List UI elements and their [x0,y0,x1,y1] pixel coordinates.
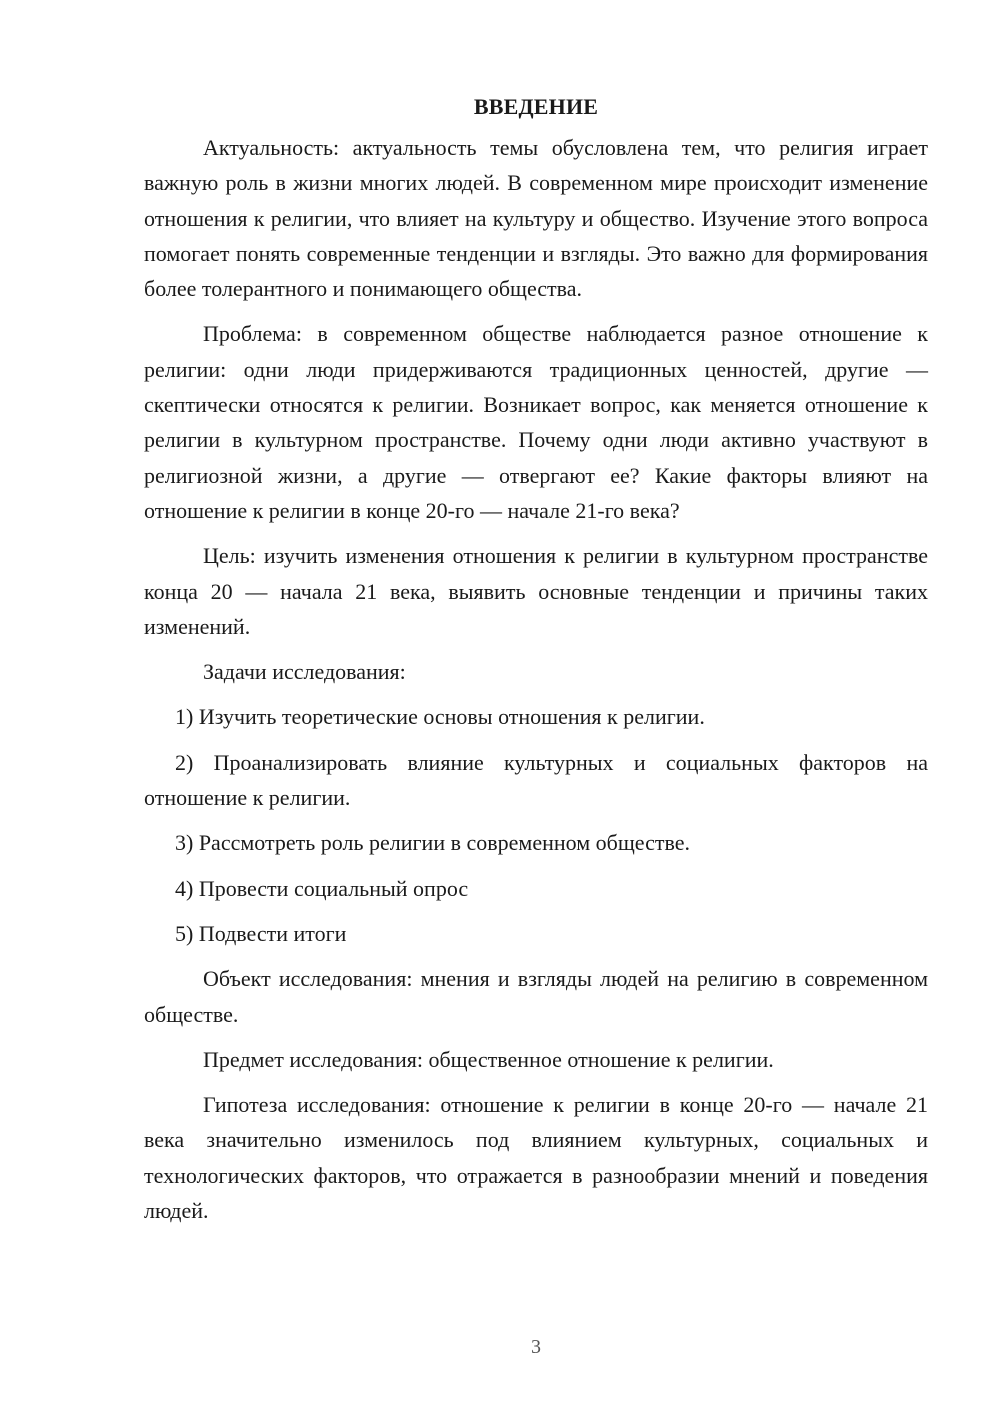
task-item: 1) Изучить теоретические основы отношения к религии. [175,704,705,730]
paragraph-hypothesis: Гипотеза исследования: отношение к религии в конце 20-го — начале 21 века значительно изменилось под влиянием культурных, социальных и технологических факторов, что отражается в разнообразии мнений и поведения людей. [144,1092,928,1224]
document-page [144,92,928,1238]
page-title: ВВЕДЕНИЕ [473,94,599,119]
paragraph-problem: Проблема: в современном обществе наблюдается разное отношение к религии: одни люди придерживаются традиционных ценностей, другие — скептически относятся к религии. Возникает вопрос, как меняется отношение к религии в культурном пространстве. Почему одни люди активно участвуют в религиозной жизни, а другие — отвергают ее? Какие факторы влияют на отношение к религии в конце 20-го — начале 21-го века? [144,321,928,523]
task-item: 5) Подвести итоги [175,920,347,946]
task-item: 4) Провести социальный опрос [175,875,469,901]
paragraph-subject: Предмет исследования: общественное отношение к религии. [203,1046,774,1072]
paragraph-relevance: Актуальность: актуальность темы обусловлена тем, что религия играет важную роль в жизни многих людей. В современном мире происходит изменение отношения к религии, что влияет на культуру и общество. Изучение этого вопроса помогает понять современные тенденции и взгляды. Это важно для формирования более толерантного и понимающего общества. [144,135,928,302]
page-number: 3 [531,1336,541,1358]
paragraph-goal: Цель: изучить изменения отношения к религии в культурном пространстве конца 20 — начала 21 века, выявить основные тенденции и причины таких изменений. [144,543,928,639]
task-item: 2) Проанализировать влияние культурных и социальных факторов на отношение к религии. [144,749,928,811]
task-list [144,699,928,951]
paragraph-object: Объект исследования: мнения и взгляды людей на религию в современном обществе. [144,966,928,1027]
task-item: 3) Рассмотреть роль религии в современном обществе. [175,830,690,856]
paragraph-tasks-heading: Задачи исследования: [203,659,406,685]
